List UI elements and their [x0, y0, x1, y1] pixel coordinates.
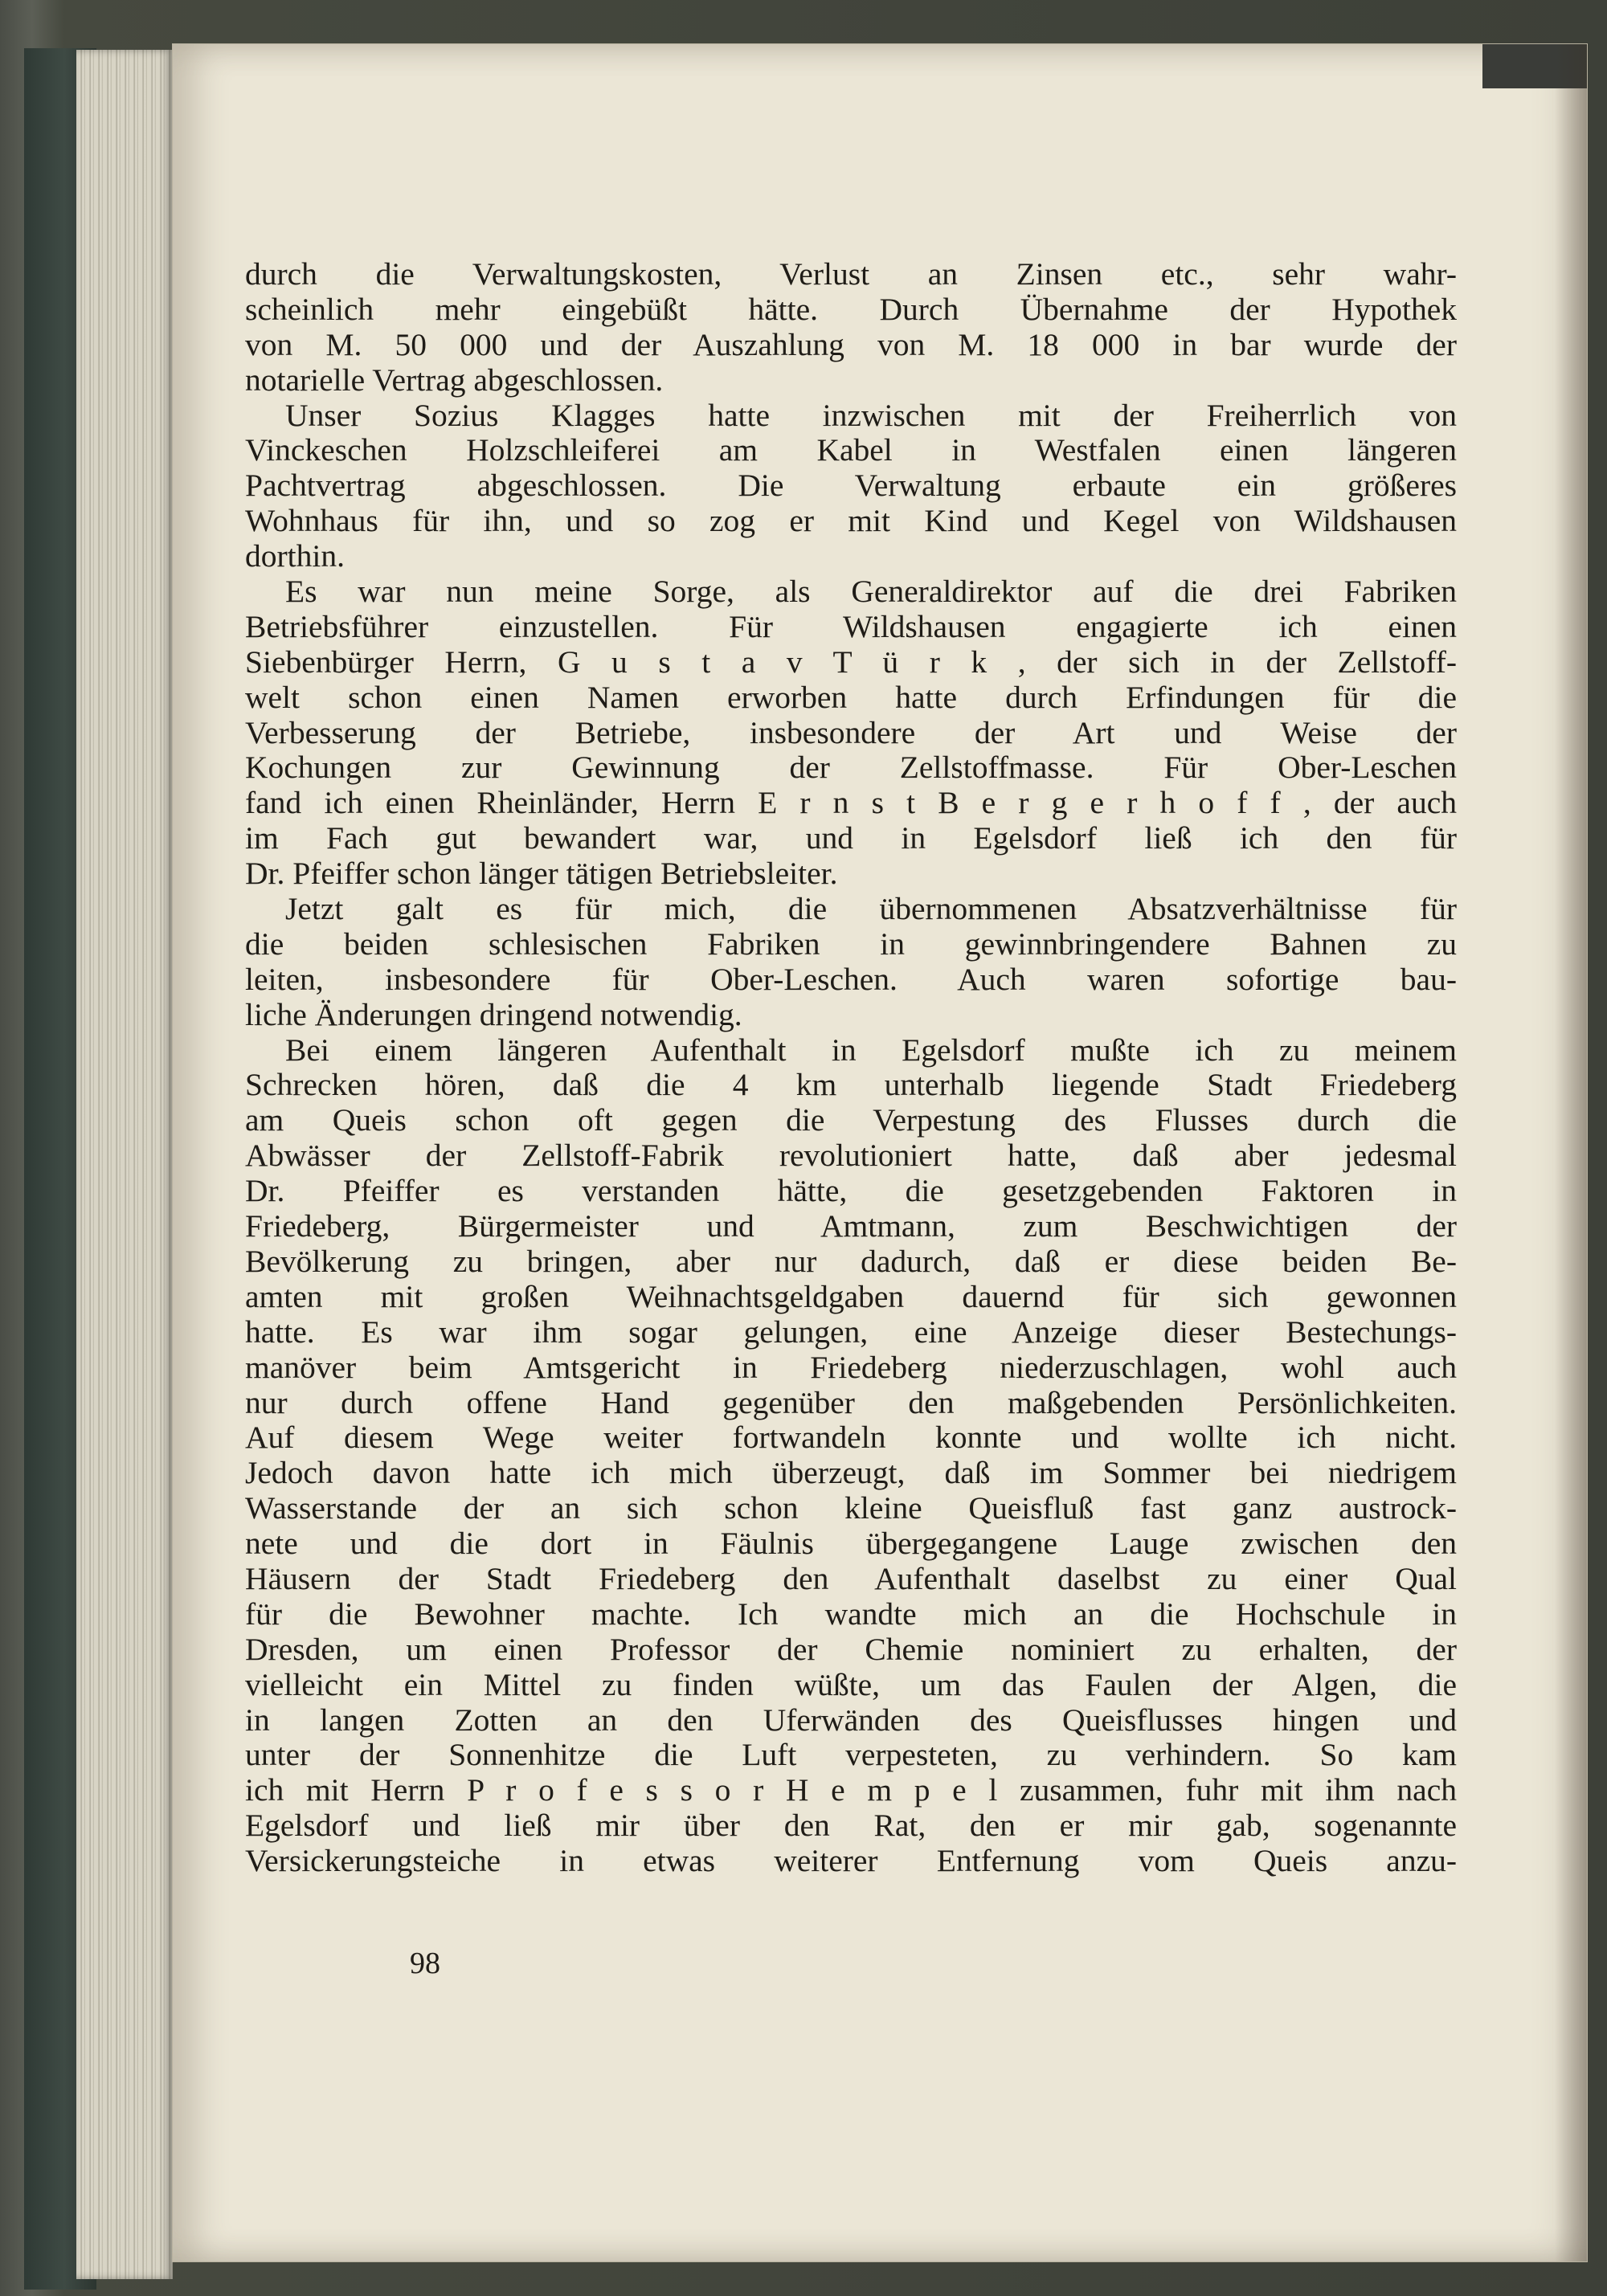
text-line: Siebenbürger Herrn, G u s t a v T ü r k , der sich in der Zellstoff- [245, 643, 1457, 680]
text-line: Verbesserung der Betriebe, insbesondere der Art und Weise der [245, 714, 1457, 750]
text-line: welt schon einen Namen erworben hatte durch Erfindungen für die [245, 679, 1457, 715]
text-line: Vinckeschen Holzschleiferei am Kabel in Westfalen einen längeren [245, 432, 1457, 468]
text-line: unter der Sonnenhitze die Luft verpesteten, zu verhindern. So kam [245, 1737, 1457, 1773]
text-line: ich mit Herrn P r o f e s s o r H e m p e l zusammen, fuhr mit ihm nach [245, 1772, 1457, 1808]
body-text [245, 257, 1457, 1879]
text-line: Auf diesem Wege weiter fortwandeln konnte und wollte ich nicht. [245, 1420, 1457, 1456]
text-line: notarielle Vertrag abgeschlossen. [245, 362, 664, 398]
page-gutter-shadow [1555, 44, 1587, 2261]
text-line: nur durch offene Hand gegenüber den maßgebenden Persönlichkeiten. [245, 1384, 1457, 1420]
text-line: manöver beim Amtsgericht in Friedeberg niederzuschlagen, wohl auch [245, 1349, 1457, 1385]
text-line: Pachtvertrag abgeschlossen. Die Verwaltung erbaute ein größeres [245, 468, 1457, 504]
page-number: 98 [410, 1947, 440, 1980]
page-stack-edges [76, 50, 173, 2279]
text-line: amten mit großen Weihnachtsgeldgaben dauernd für sich gewonnen [245, 1278, 1457, 1314]
text-line: Versickerungsteiche in etwas weiterer Entfernung vom Queis anzu- [245, 1843, 1457, 1879]
text-line: leiten, insbesondere für Ober-Leschen. Auch waren sofortige bau- [245, 961, 1457, 997]
text-line: Dresden, um einen Professor der Chemie nominiert zu erhalten, der [245, 1631, 1457, 1667]
text-line: durch die Verwaltungskosten, Verlust an Zinsen etc., sehr wahr- [245, 256, 1457, 292]
text-line: hatte. Es war ihm sogar gelungen, eine Anzeige dieser Bestechungs- [245, 1313, 1457, 1350]
text-line: Wasserstande der an sich schon kleine Queisfluß fast ganz austrock- [245, 1490, 1457, 1526]
text-line: liche Änderungen dringend notwendig. [245, 996, 742, 1032]
text-line: Egelsdorf und ließ mir über den Rat, den er mir gab, sogenannte [245, 1808, 1457, 1844]
text-line: im Fach gut bewandert war, und in Egelsdorf ließ ich den für [245, 820, 1457, 856]
text-line: Jedoch davon hatte ich mich überzeugt, daß im Sommer bei niedrigem [245, 1455, 1457, 1491]
text-line: Bevölkerung zu bringen, aber nur dadurch, daß er diese beiden Be- [245, 1243, 1457, 1279]
text-line: Bei einem längeren Aufenthalt in Egelsdorf mußte ich zu meinem [285, 1032, 1457, 1068]
text-line: Dr. Pfeiffer schon länger tätigen Betriebsleiter. [245, 856, 838, 892]
text-line: Es war nun meine Sorge, als Generaldirektor auf die drei Fabriken [285, 574, 1457, 610]
text-line: Unser Sozius Klagges hatte inzwischen mit der Freiherrlich von [285, 397, 1457, 433]
text-line: Friedeberg, Bürgermeister und Amtmann, zum Beschwichtigen der [245, 1208, 1457, 1244]
text-line: Kochungen zur Gewinnung der Zellstoffmasse. Für Ober-Leschen [245, 750, 1457, 786]
text-line: dorthin. [245, 538, 345, 574]
text-line: nete und die dort in Fäulnis übergegangene Lauge zwischen den [245, 1526, 1457, 1562]
text-line: die beiden schlesischen Fabriken in gewinnbringendere Bahnen zu [245, 925, 1457, 962]
text-line: Betriebsführer einzustellen. Für Wildshausen engagierte ich einen [245, 608, 1457, 644]
text-line: am Queis schon oft gegen die Verpestung des Flusses durch die [245, 1102, 1457, 1138]
text-line: Wohnhaus für ihn, und so zog er mit Kind und Kegel von Wildshausen [245, 503, 1457, 539]
text-line: Jetzt galt es für mich, die übernommenen Absatzverhältnisse für [285, 891, 1457, 927]
text-line: fand ich einen Rheinländer, Herrn E r n s t B e r g e r h o f f , der auch [245, 785, 1457, 821]
text-line: scheinlich mehr eingebüßt hätte. Durch Übernahme der Hypothek [245, 291, 1457, 327]
text-line: in langen Zotten an den Uferwänden des Queisflusses hingen und [245, 1702, 1457, 1738]
text-line: Häusern der Stadt Friedeberg den Aufenthalt daselbst zu einer Qual [245, 1560, 1457, 1596]
text-line: für die Bewohner machte. Ich wandte mich an die Hochschule in [245, 1595, 1457, 1632]
text-line: Schrecken hören, daß die 4 km unterhalb liegende Stadt Friedeberg [245, 1067, 1457, 1103]
text-line: Abwässer der Zellstoff-Fabrik revolutioniert hatte, daß aber jedesmal [245, 1138, 1457, 1174]
text-line: von M. 50 000 und der Auszahlung von M. 18 000 in bar wurde der [245, 326, 1457, 362]
text-line: Dr. Pfeiffer es verstanden hätte, die gesetzgebenden Faktoren in [245, 1173, 1457, 1209]
text-line: vielleicht ein Mittel zu finden wüßte, um das Faulen der Algen, die [245, 1666, 1457, 1702]
